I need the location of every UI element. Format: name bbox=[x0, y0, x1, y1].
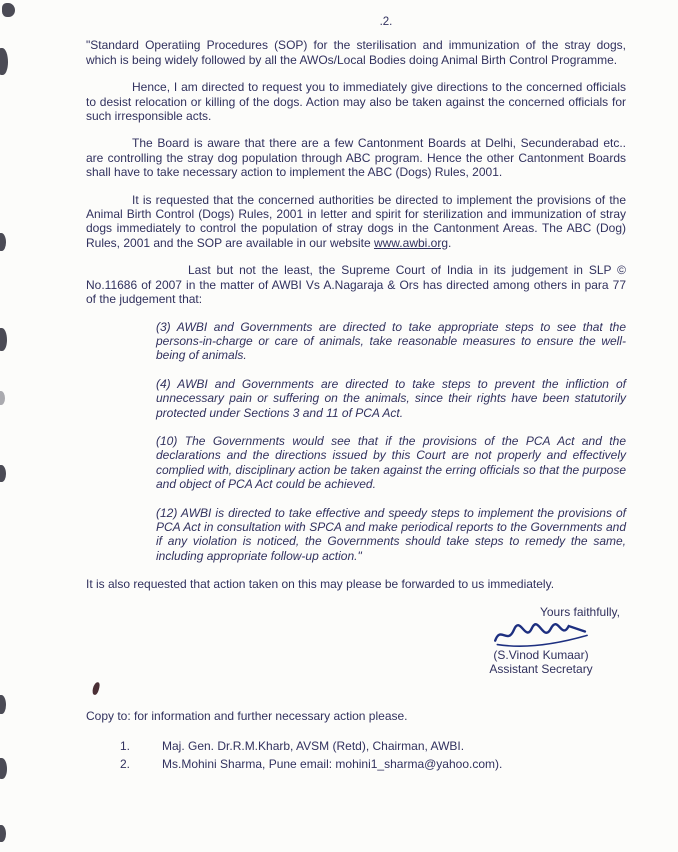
paragraph-requested-period: . bbox=[448, 235, 452, 250]
paragraph-board: The Board is aware that there are a few Cantonment Boards at Delhi, Secunderabad etc.. are controlling the stray dog population through ABC program. Hence the other Cantonment Boards shall have to take necessary action to implement the ABC (Dogs) Rules, 2001. bbox=[86, 136, 626, 180]
valediction: Yours faithfully, bbox=[539, 604, 620, 619]
judgement-quote-10: (10) The Governments would see that if the provisions of the PCA Act and the declarations and the directions issued by this Court are not properly and effectively complied with, disciplinary action be taken against the erring officials so that the purpose and object of PCA Act could be achieved. bbox=[156, 433, 626, 492]
signature-block bbox=[86, 605, 626, 677]
judgement-quote-3: (3) AWBI and Governments are directed to take appropriate steps to see that the persons-in-charge or care of animals, take reasonable measures to ensure the well-being of animals. bbox=[156, 319, 626, 363]
scan-artifact bbox=[0, 825, 6, 842]
copy-to-item bbox=[120, 757, 626, 771]
copy-to-item-text: Ms.Mohini Sharma, Pune email: mohini1_sharma@yahoo.com). bbox=[162, 756, 503, 771]
judgement-quote-12: (12) AWBI is directed to take effective and speedy steps to implement the provisions of PCA Act in consultation with SPCA and make periodical reports to the Governments and if any violation is noticed, the Governments should take steps to remedy the same, including appropriate follow-up action." bbox=[156, 505, 626, 563]
page-number: .2. bbox=[379, 16, 393, 28]
copy-to-item-number: 1. bbox=[120, 739, 131, 754]
paragraph-requested bbox=[86, 193, 626, 251]
paragraph-hence: Hence, I am directed to request you to immediately give directions to the concerned officials to desist relocation or killing of the dogs. Action may also be taken against the concerned officials for such irresponsible acts. bbox=[86, 80, 626, 124]
judgement-quote-4: (4) AWBI and Governments are directed to take steps to prevent the infliction of unnecessary pain or suffering on the animals, since their rights have been statutorily protected under Sections 3 and 11 of PCA Act. bbox=[156, 376, 626, 420]
website-link[interactable]: www.awbi.org bbox=[373, 235, 448, 250]
paragraph-requested-text: It is requested that the concerned authorities be directed to implement the provisions of the Animal Birth Control (Dogs) Rules, 2001 in letter and spirit for sterilization and immunization of stray dogs immediately to control the population of stray dogs in the Cantonment Areas. The ABC (Dog) Rules, 2001 and the SOP are available in our website bbox=[86, 192, 626, 250]
signature-scribble bbox=[489, 618, 594, 650]
signer-title: Assistant Secretary bbox=[489, 662, 593, 677]
paragraph-sop: "Standard Operatiing Procedures (SOP) for the sterilisation and immunization of the stray dogs, which is being widely followed by all the AWOs/Local Bodies doing Animal Birth Control Programme. bbox=[86, 38, 626, 67]
copy-to-item-text: Maj. Gen. Dr.R.M.Kharb, AVSM (Retd), Chairman, AWBI. bbox=[162, 739, 465, 754]
copy-to-heading: Copy to: for information and further necessary action please. bbox=[86, 708, 408, 723]
paragraph-supreme-court: Last but not the least, the Supreme Court of India in its judgement in SLP © No.11686 of 2007 in the matter of AWBI Vs A.Nagaraja & Ors has directed among others in para 77 of the judgement that: bbox=[86, 263, 626, 307]
closing-request: It is also requested that action taken on this may please be forwarded to us immediately. bbox=[86, 577, 555, 592]
signer-name: (S.Vinod Kumaar) bbox=[493, 648, 589, 662]
copy-to-section bbox=[86, 709, 626, 771]
copy-to-item bbox=[120, 739, 626, 753]
copy-to-item-number: 2. bbox=[120, 756, 131, 771]
